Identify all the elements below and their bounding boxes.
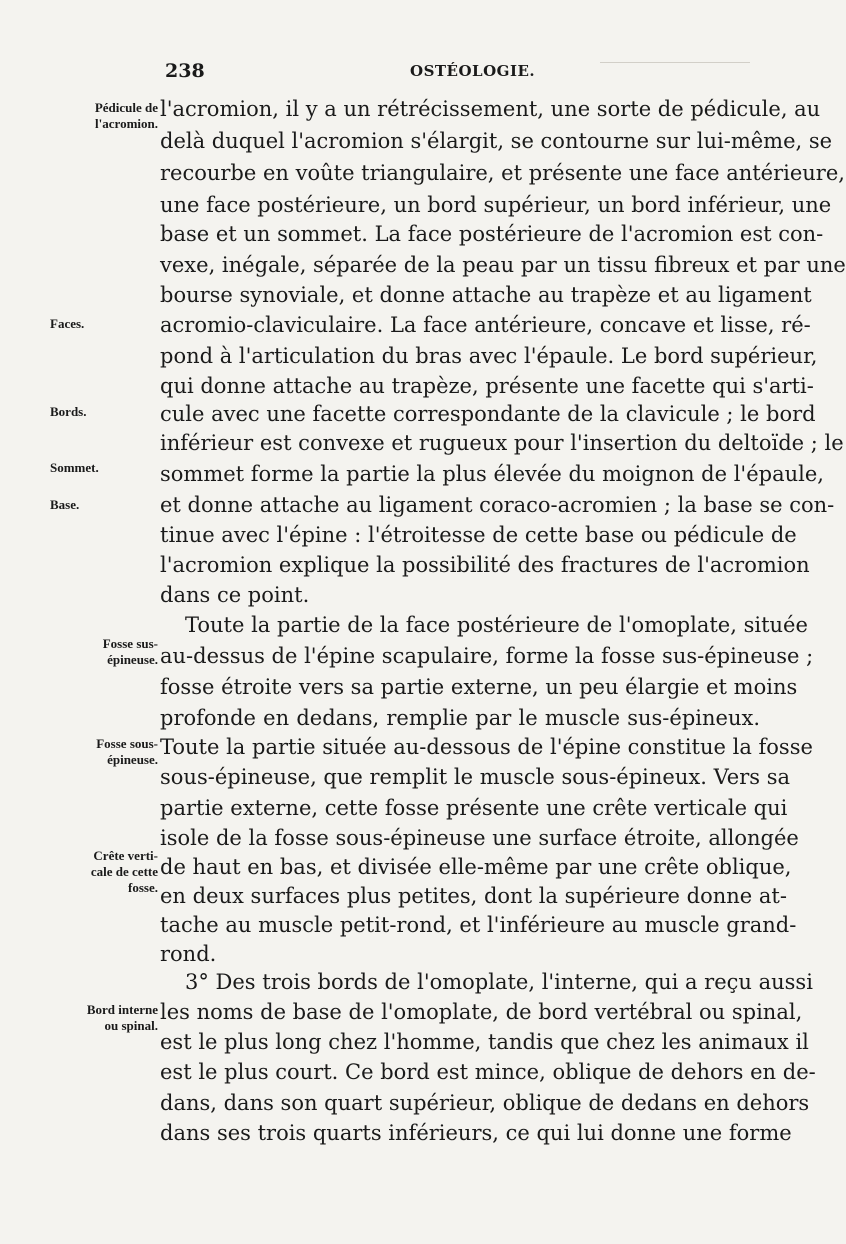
text-line: sommet forme la partie la plus élevée du moignon de l'épaule, xyxy=(160,462,824,486)
text-line: fosse étroite vers sa partie externe, un peu élargie et moins xyxy=(160,675,798,699)
text-line: acromio-claviculaire. La face antérieure, concave et lisse, ré- xyxy=(160,313,811,337)
margin-note-fosse-sus-epineuse: Fosse sus- épineuse. xyxy=(102,636,158,667)
margin-note-bord-interne: Bord interne ou spinal. xyxy=(86,1002,158,1033)
text-line: delà duquel l'acromion s'élargit, se contourne sur lui-même, se xyxy=(160,129,833,153)
text-line: base et un sommet. La face postérieure de l'acromion est con- xyxy=(160,222,824,246)
text-line: tache au muscle petit-rond, et l'inférieure au muscle grand- xyxy=(160,913,797,937)
text-line: pond à l'articulation du bras avec l'épaule. Le bord supérieur, xyxy=(160,344,818,368)
margin-note-base: Base. xyxy=(50,497,80,512)
text-line: les noms de base de l'omoplate, de bord vertébral ou spinal, xyxy=(160,1000,803,1024)
margin-note-pedicule: Pédicule de l'acromion. xyxy=(94,100,158,131)
text-line: Toute la partie située au-dessous de l'épine constitue la fosse xyxy=(160,735,813,759)
text-line: tinue avec l'épine : l'étroitesse de cette base ou pédicule de xyxy=(160,523,797,547)
text-line: profonde en dedans, remplie par le muscle sus-épineux. xyxy=(160,706,760,730)
text-line: cule avec une facette correspondante de la clavicule ; le bord xyxy=(160,402,816,426)
text-line: est le plus court. Ce bord est mince, oblique de dehors en de- xyxy=(160,1060,816,1084)
page-number: 238 xyxy=(165,60,205,82)
text-line: sous-épineuse, que remplit le muscle sous-épineux. Vers sa xyxy=(160,765,791,789)
text-line: dans ses trois quarts inférieurs, ce qui lui donne une forme xyxy=(160,1121,792,1145)
text-line: au-dessus de l'épine scapulaire, forme la fosse sus-épineuse ; xyxy=(160,644,814,668)
text-line: Toute la partie de la face postérieure de l'omoplate, située xyxy=(185,613,808,637)
text-line: une face postérieure, un bord supérieur, un bord inférieur, une xyxy=(160,193,832,217)
text-line: qui donne attache au trapèze, présente une facette qui s'arti- xyxy=(160,374,814,398)
text-line: inférieur est convexe et rugueux pour l'insertion du deltoïde ; le xyxy=(160,431,844,455)
margin-note-crete-verticale: Crête verti- cale de cette fosse. xyxy=(90,848,158,895)
text-line: est le plus long chez l'homme, tandis que chez les animaux il xyxy=(160,1030,809,1054)
text-line: partie externe, cette fosse présente une crête verticale qui xyxy=(160,796,788,820)
text-line: vexe, inégale, séparée de la peau par un tissu fibreux et par une xyxy=(160,253,846,277)
text-line: l'acromion, il y a un rétrécissement, une sorte de pédicule, au xyxy=(160,97,821,121)
show-through-mark xyxy=(600,62,750,73)
text-line: 3° Des trois bords de l'omoplate, l'interne, qui a reçu aussi xyxy=(185,970,813,994)
running-head: OSTÉOLOGIE. xyxy=(410,62,536,80)
margin-note-bords: Bords. xyxy=(50,404,87,419)
text-line: dans ce point. xyxy=(160,583,310,607)
text-line: de haut en bas, et divisée elle-même par une crête oblique, xyxy=(160,855,792,879)
margin-note-sommet: Sommet. xyxy=(50,460,99,475)
text-line: bourse synoviale, et donne attache au trapèze et au ligament xyxy=(160,283,812,307)
text-line: l'acromion explique la possibilité des fractures de l'acromion xyxy=(160,553,810,577)
text-line: en deux surfaces plus petites, dont la supérieure donne at- xyxy=(160,884,787,908)
text-line: et donne attache au ligament coraco-acromien ; la base se con- xyxy=(160,493,835,517)
margin-note-fosse-sous-epineuse: Fosse sous- épineuse. xyxy=(96,736,158,767)
text-line: dans, dans son quart supérieur, oblique de dedans en dehors xyxy=(160,1091,810,1115)
text-line: recourbe en voûte triangulaire, et présente une face antérieure, xyxy=(160,161,845,185)
margin-note-faces: Faces. xyxy=(50,316,85,331)
text-line: rond. xyxy=(160,942,217,966)
text-line: isole de la fosse sous-épineuse une surface étroite, allongée xyxy=(160,826,799,850)
